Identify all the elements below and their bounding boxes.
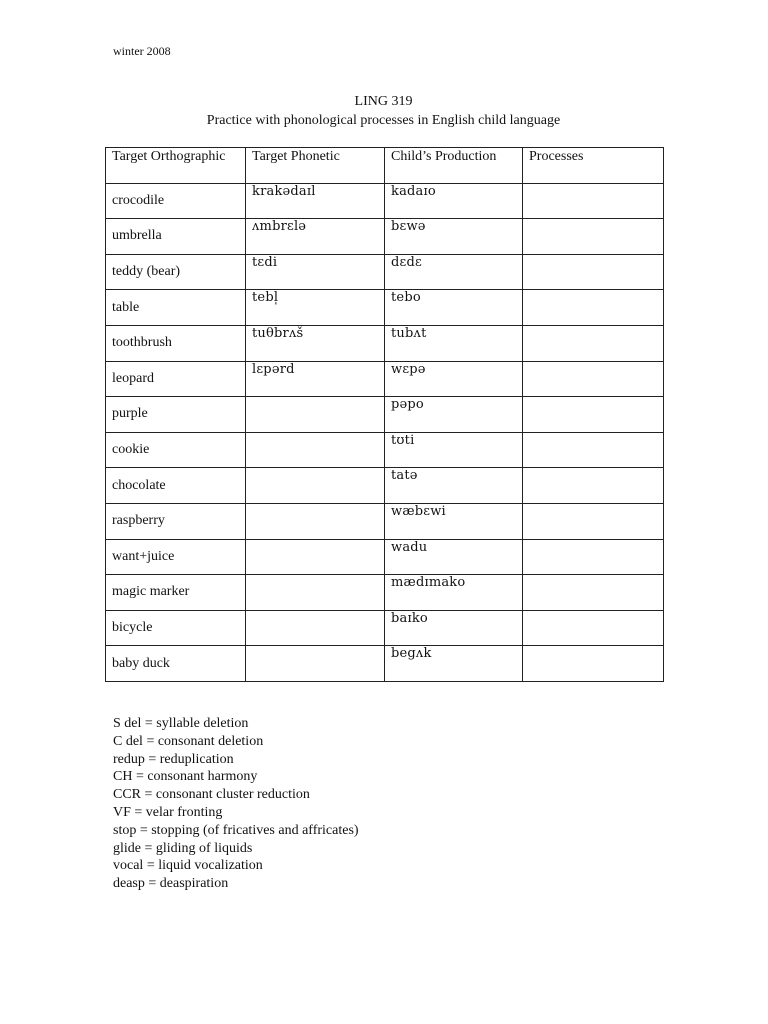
table-row [106,468,664,504]
cell-childs-production: tebo [385,290,523,326]
table-row [106,183,664,219]
table-row [106,610,664,646]
cell-processes[interactable] [523,397,664,433]
table-body [106,183,664,681]
cell-processes[interactable] [523,575,664,611]
table-row [106,503,664,539]
cell-childs-production: dɛdɛ [385,254,523,290]
cell-target-orthographic: umbrella [106,219,246,255]
cell-processes[interactable] [523,290,664,326]
cell-target-phonetic [246,539,385,575]
legend-item: redup = reduplication [113,751,234,767]
cell-target-phonetic: ʌmbrɛlə [246,219,385,255]
header-note: winter 2008 [113,44,171,58]
cell-target-phonetic: lɛpərd [246,361,385,397]
cell-childs-production: pəpo [385,397,523,433]
cell-processes[interactable] [523,432,664,468]
cell-childs-production: mædɪmako [385,575,523,611]
cell-target-phonetic [246,468,385,504]
cell-target-phonetic [246,646,385,682]
table-row [106,254,664,290]
table-row [106,539,664,575]
legend-item: C del = consonant deletion [113,733,264,749]
title-block [105,92,662,130]
cell-childs-production: wæbɛwi [385,503,523,539]
cell-processes[interactable] [523,646,664,682]
cell-childs-production: baɪko [385,610,523,646]
cell-target-orthographic: toothbrush [106,325,246,361]
table-row [106,575,664,611]
cell-target-phonetic: krakədaɪl [246,183,385,219]
cell-target-phonetic [246,503,385,539]
cell-processes[interactable] [523,254,664,290]
processes-table [105,147,664,682]
legend-item: glide = gliding of liquids [113,840,253,856]
cell-processes[interactable] [523,610,664,646]
legend-item: CCR = consonant cluster reduction [113,787,310,803]
cell-target-orthographic: leopard [106,361,246,397]
worksheet-subtitle: Practice with phonological processes in English child language [206,113,561,128]
cell-target-phonetic [246,610,385,646]
cell-processes[interactable] [523,539,664,575]
cell-target-orthographic: chocolate [106,468,246,504]
table-row [106,325,664,361]
legend-item: CH = consonant harmony [113,769,258,785]
cell-target-orthographic: crocodile [106,183,246,219]
table-row [106,646,664,682]
cell-processes[interactable] [523,219,664,255]
cell-target-orthographic: baby duck [106,646,246,682]
legend-item: VF = velar fronting [113,804,223,820]
cell-childs-production: begʌk [385,646,523,682]
cell-target-phonetic: tebl̩ [246,290,385,326]
table-header-row [106,148,664,184]
legend-item: stop = stopping (of fricatives and affricates) [113,822,359,838]
cell-target-orthographic: teddy (bear) [106,254,246,290]
cell-target-orthographic: purple [106,397,246,433]
cell-target-phonetic: tɛdi [246,254,385,290]
cell-processes[interactable] [523,468,664,504]
abbreviation-legend [113,715,359,893]
cell-childs-production: bɛwə [385,219,523,255]
table-row [106,290,664,326]
cell-target-orthographic: want+juice [106,539,246,575]
cell-processes[interactable] [523,325,664,361]
cell-childs-production: wɛpə [385,361,523,397]
header-target-phonetic: Target Phonetic [246,148,385,184]
course-title: LING 319 [354,94,413,109]
cell-processes[interactable] [523,503,664,539]
cell-target-phonetic [246,432,385,468]
cell-childs-production: wadu [385,539,523,575]
table-row [106,397,664,433]
cell-processes[interactable] [523,361,664,397]
cell-target-orthographic: table [106,290,246,326]
cell-childs-production: kadaɪo [385,183,523,219]
cell-target-phonetic [246,397,385,433]
header-processes: Processes [523,148,664,184]
cell-processes[interactable] [523,183,664,219]
header-childs-production: Child’s Production [385,148,523,184]
cell-childs-production: tubʌt [385,325,523,361]
table-row [106,219,664,255]
cell-target-phonetic [246,575,385,611]
legend-item: S del = syllable deletion [113,716,249,731]
cell-childs-production: tatə [385,468,523,504]
table-row [106,361,664,397]
legend-item: vocal = liquid vocalization [113,858,263,874]
cell-target-orthographic: magic marker [106,575,246,611]
cell-target-orthographic: bicycle [106,610,246,646]
table-row [106,432,664,468]
cell-childs-production: tʊti [385,432,523,468]
legend-item: deasp = deaspiration [113,876,229,892]
cell-target-phonetic: tuθbrʌš [246,325,385,361]
header-target-orthographic: Target Orthographic [106,148,246,184]
cell-target-orthographic: raspberry [106,503,246,539]
cell-target-orthographic: cookie [106,432,246,468]
